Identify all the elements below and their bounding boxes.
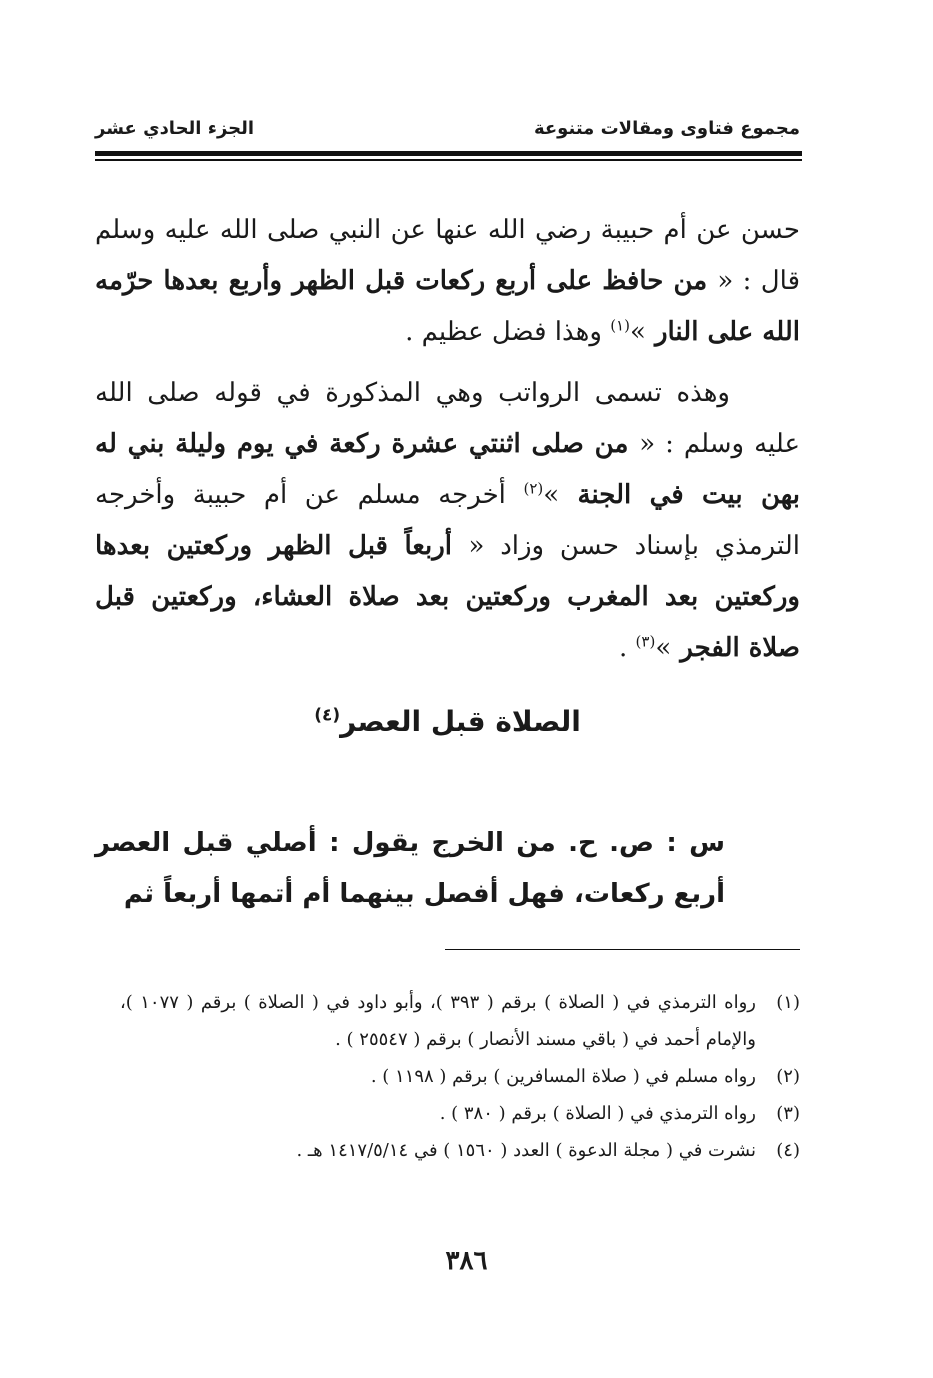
page-header <box>95 118 800 148</box>
header-rule-thick <box>95 151 802 156</box>
page-number: ٣٨٦ <box>445 1246 488 1276</box>
volume-label: الجزء الحادي عشر <box>95 118 255 139</box>
footnote-ref: (٣) <box>635 632 656 651</box>
footnote: (٣) رواه الترمذي في ( الصلاة ) برقم ( ٣٨٠ ) . <box>439 1103 800 1124</box>
footnote-ref: (١) <box>610 316 630 335</box>
footnote: (٤) نشرت في ( مجلة الدعوة ) العدد ( ١٥٦٠ ) في ١٤١٧/٥/١٤ هـ . <box>296 1140 800 1161</box>
main-text <box>95 205 800 674</box>
paragraph-rawatib: وهذه تسمى الرواتب وهي المذكورة في قوله صلى الله عليه وسلم : « من صلى اثنتي عشرة ركعة في يوم وليلة بني له بهن بيت في الجنة »$^{(٢)}$ أخرجه مسلم عن أم حبيبة وأخرجه الترمذي بإسناد حسن وزاد « أربعاً قبل الظهر وركعتين بعدها وركعتين بعد المغرب وركعتين بعد صلاة العشاء، وركعتين قبل صلاة الفجر »$^{(٣)}$ . <box>95 378 801 663</box>
hadith-quote: من حافظ على أربع ركعات قبل الظهر وأربع بعدها حرّمه الله على النار <box>95 266 800 347</box>
footnote: (٢) رواه مسلم في ( صلاة المسافرين ) برقم ( ١١٩٨ ) . <box>370 1066 800 1087</box>
paragraph-hadith-1: حسن عن أم حبيبة رضي الله عنها عن النبي صلى الله عليه وسلم قال : « من حافظ على أربع ركعات قبل الظهر وأربع بعدها حرّمه الله على النار »$^{(١)}$ وهذا فضل عظيم . <box>95 215 800 347</box>
hadith-quote: من صلى اثنتي عشرة ركعة في يوم وليلة بني له بهن بيت في الجنة <box>95 429 800 510</box>
question-text: س : ص. ح. من الخرج يقول : أصلي قبل العصر أربع ركعات، فهل أفصل بينهما أم أتمها أربعاً ثم <box>95 828 725 909</box>
section-heading: الصلاة قبل العصر$^{(٤)}$ <box>314 705 581 738</box>
book-title: مجموع فتاوى ومقالات متنوعة <box>533 118 800 139</box>
footnote-separator <box>445 949 800 950</box>
hadith-quote: أربعاً قبل الظهر وركعتين بعدها وركعتين بعد المغرب وركعتين بعد صلاة العشاء، وركعتين قبل صلاة الفجر <box>95 531 800 663</box>
footnote-ref: (٢) <box>523 479 544 498</box>
footnotes <box>120 984 800 1169</box>
header-rule-thin <box>95 159 802 161</box>
footnote-ref: (٤) <box>314 705 341 726</box>
footnote: (١) رواه الترمذي في ( الصلاة ) برقم ( ٣٩٣ )، وأبو داود في ( الصلاة ) برقم ( ١٠٧٧ )، والإمام أحمد في ( باقي مسند الأنصار ) برقم ( ٢٥٥٤٧ ) . <box>120 992 800 1050</box>
